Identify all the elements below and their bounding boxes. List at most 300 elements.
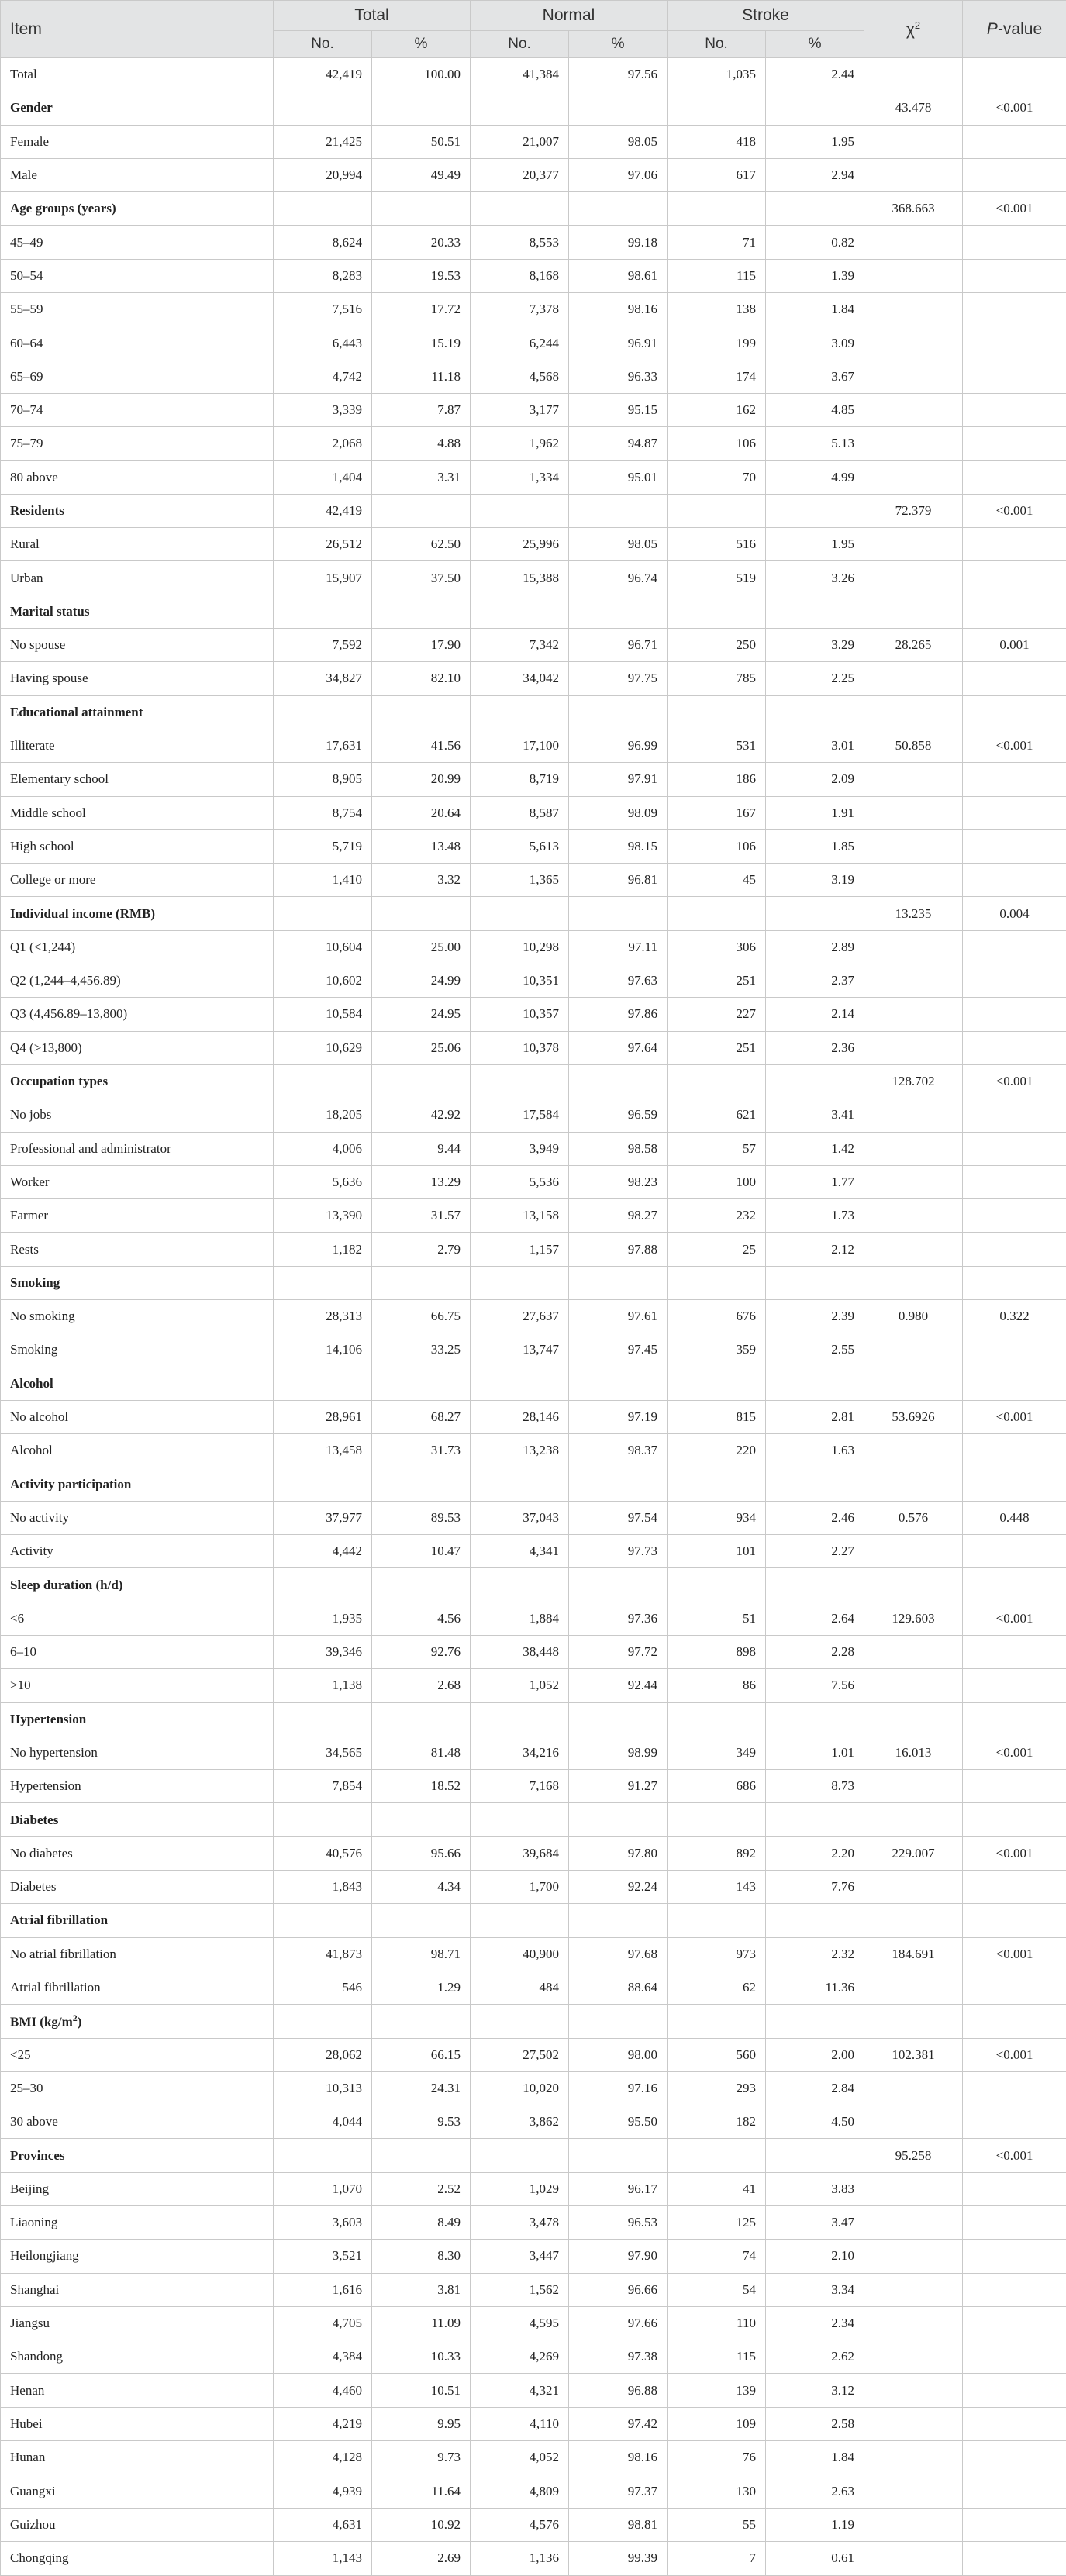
cell-normal-pct [569, 192, 668, 226]
row-label-text: Professional and administrator [10, 1140, 171, 1156]
row-label-text: Male [10, 167, 37, 183]
cell-p-value [963, 2206, 1066, 2240]
row-label-text: Guizhou [10, 2516, 56, 2532]
cell-stroke-no [668, 192, 766, 226]
header-total-pct: % [372, 31, 471, 58]
cell-normal-pct: 96.53 [569, 2206, 668, 2240]
row-label [1, 1098, 274, 1132]
cell-normal-pct: 98.05 [569, 125, 668, 158]
cell-stroke-pct: 3.47 [766, 2206, 864, 2240]
cell-chi-square [864, 1165, 963, 1198]
cell-normal-no: 5,613 [471, 829, 569, 863]
cell-total-no: 4,631 [274, 2508, 372, 2541]
cell-normal-no: 1,052 [471, 1669, 569, 1702]
row-label-text: Atrial fibrillation [10, 1980, 101, 1995]
row-label-text: College or more [10, 872, 96, 888]
table-row [1, 460, 1066, 494]
row-label-text: No activity [10, 1509, 70, 1525]
cell-stroke-pct: 7.56 [766, 1669, 864, 1702]
cell-stroke-no: 101 [668, 1535, 766, 1568]
cell-chi-square: 128.702 [864, 1064, 963, 1098]
cell-stroke-no: 934 [668, 1501, 766, 1534]
cell-chi-square: 184.691 [864, 1937, 963, 1971]
cell-stroke-no: 115 [668, 259, 766, 292]
cell-stroke-pct: 2.63 [766, 2474, 864, 2508]
cell-total-no: 3,603 [274, 2206, 372, 2240]
cell-normal-pct: 97.54 [569, 1501, 668, 1534]
row-label-text: Alcohol [10, 1443, 53, 1458]
cell-stroke-pct: 11.36 [766, 1971, 864, 2004]
cell-total-pct: 10.47 [372, 1535, 471, 1568]
row-label-text: No hypertension [10, 1744, 98, 1760]
cell-normal-no: 10,357 [471, 998, 569, 1031]
row-label-text: Elementary school [10, 771, 109, 787]
cell-stroke-pct: 2.14 [766, 998, 864, 1031]
cell-total-no: 10,584 [274, 998, 372, 1031]
cell-total-pct: 20.64 [372, 796, 471, 829]
cell-total-no: 1,410 [274, 864, 372, 897]
cell-stroke-no: 115 [668, 2340, 766, 2374]
table-row [1, 561, 1066, 595]
cell-stroke-pct [766, 1702, 864, 1736]
cell-total-no [274, 1064, 372, 1098]
cell-p-value [963, 829, 1066, 863]
cell-normal-no: 34,042 [471, 662, 569, 695]
cell-total-no: 34,565 [274, 1736, 372, 1769]
cell-p-value [963, 1669, 1066, 1702]
cell-normal-pct [569, 1904, 668, 1937]
cell-normal-no [471, 595, 569, 628]
cell-normal-no: 3,447 [471, 2240, 569, 2273]
cell-total-pct: 17.90 [372, 629, 471, 662]
cell-total-pct [372, 1064, 471, 1098]
table-row [1, 763, 1066, 796]
cell-chi-square [864, 763, 963, 796]
table-body [1, 58, 1066, 2576]
row-label-text: Hypertension [10, 1778, 81, 1794]
category-label [1, 595, 274, 628]
cell-chi-square: 95.258 [864, 2139, 963, 2172]
cell-normal-pct: 98.81 [569, 2508, 668, 2541]
cell-stroke-no: 86 [668, 1669, 766, 1702]
cell-stroke-pct: 2.37 [766, 964, 864, 998]
cell-total-no [274, 1367, 372, 1400]
cell-normal-pct: 97.11 [569, 930, 668, 964]
table-row [1, 1535, 1066, 1568]
header-normal: Normal [471, 1, 668, 31]
cell-stroke-pct: 2.44 [766, 58, 864, 91]
cell-normal-no: 17,100 [471, 729, 569, 762]
cell-total-no: 4,128 [274, 2441, 372, 2474]
cell-total-pct: 4.88 [372, 427, 471, 460]
cell-chi-square [864, 829, 963, 863]
cell-normal-pct: 96.17 [569, 2172, 668, 2205]
cell-stroke-pct: 3.29 [766, 629, 864, 662]
cell-stroke-pct: 2.55 [766, 1333, 864, 1367]
cell-p-value [963, 1904, 1066, 1937]
header-stroke-no: No. [668, 31, 766, 58]
row-label-text: 70–74 [10, 402, 43, 418]
cell-stroke-no: 162 [668, 393, 766, 426]
cell-p-value [963, 1871, 1066, 1904]
cell-stroke-pct: 2.34 [766, 2306, 864, 2340]
cell-stroke-pct: 4.99 [766, 460, 864, 494]
category-row [1, 1467, 1066, 1501]
row-label [1, 1233, 274, 1266]
cell-total-no: 5,719 [274, 829, 372, 863]
cell-normal-no: 6,244 [471, 326, 569, 360]
cell-p-value [963, 1770, 1066, 1803]
cell-chi-square [864, 864, 963, 897]
cell-normal-pct: 97.64 [569, 1031, 668, 1064]
cell-stroke-no: 71 [668, 226, 766, 259]
cell-total-no: 13,458 [274, 1434, 372, 1467]
table-row [1, 662, 1066, 695]
cell-stroke-no: 973 [668, 1937, 766, 1971]
cell-stroke-pct [766, 1367, 864, 1400]
cell-stroke-pct: 2.28 [766, 1635, 864, 1668]
cell-stroke-no: 676 [668, 1299, 766, 1333]
cell-total-pct: 100.00 [372, 58, 471, 91]
row-label [1, 293, 274, 326]
cell-p-value [963, 158, 1066, 191]
row-label [1, 2105, 274, 2139]
row-label-text: Shandong [10, 2349, 63, 2364]
cell-chi-square: 0.576 [864, 1501, 963, 1534]
row-label-text: Gender [10, 100, 53, 116]
cell-normal-pct [569, 494, 668, 527]
category-row [1, 91, 1066, 125]
cell-chi-square [864, 2541, 963, 2575]
cell-stroke-pct [766, 595, 864, 628]
row-label [1, 2508, 274, 2541]
cell-chi-square [864, 226, 963, 259]
cell-normal-pct: 98.27 [569, 1199, 668, 1233]
cell-normal-no: 4,595 [471, 2306, 569, 2340]
cell-p-value [963, 964, 1066, 998]
cell-total-pct: 11.09 [372, 2306, 471, 2340]
cell-stroke-pct: 1.95 [766, 125, 864, 158]
row-label [1, 393, 274, 426]
cell-p-value: <0.001 [963, 91, 1066, 125]
row-label [1, 1299, 274, 1333]
cell-chi-square [864, 1904, 963, 1937]
row-label [1, 2273, 274, 2306]
cell-p-value [963, 2240, 1066, 2273]
row-label-text: Henan [10, 2382, 45, 2398]
cell-normal-pct: 96.71 [569, 629, 668, 662]
cell-total-no: 2,068 [274, 427, 372, 460]
row-label-text: Activity [10, 1543, 53, 1559]
cell-p-value [963, 427, 1066, 460]
cell-normal-pct: 96.59 [569, 1098, 668, 1132]
row-label [1, 796, 274, 829]
cell-normal-no: 37,043 [471, 1501, 569, 1534]
cell-stroke-no: 106 [668, 829, 766, 863]
cell-stroke-no [668, 494, 766, 527]
cell-normal-no: 39,684 [471, 1836, 569, 1870]
category-label [1, 1367, 274, 1400]
cell-stroke-no: 418 [668, 125, 766, 158]
cell-chi-square [864, 2172, 963, 2205]
row-label [1, 1770, 274, 1803]
cell-total-pct: 41.56 [372, 729, 471, 762]
cell-normal-no: 1,029 [471, 2172, 569, 2205]
cell-normal-no: 7,168 [471, 1770, 569, 1803]
cell-stroke-pct: 3.01 [766, 729, 864, 762]
table-row [1, 1233, 1066, 1266]
cell-normal-no: 7,378 [471, 293, 569, 326]
cell-total-no: 17,631 [274, 729, 372, 762]
cell-stroke-no: 76 [668, 2441, 766, 2474]
row-label [1, 1501, 274, 1534]
cell-stroke-no: 62 [668, 1971, 766, 2004]
row-label-text: Female [10, 133, 50, 149]
cell-total-pct [372, 91, 471, 125]
cell-stroke-no: 51 [668, 1602, 766, 1635]
cell-total-pct: 2.68 [372, 1669, 471, 1702]
cell-total-no [274, 1702, 372, 1736]
table-row [1, 864, 1066, 897]
row-label [1, 1535, 274, 1568]
cell-stroke-no [668, 695, 766, 729]
cell-stroke-pct: 1.19 [766, 2508, 864, 2541]
cell-p-value [963, 528, 1066, 561]
cell-total-pct: 25.06 [372, 1031, 471, 1064]
category-row [1, 1266, 1066, 1299]
cell-stroke-pct: 2.89 [766, 930, 864, 964]
table-row [1, 1770, 1066, 1803]
category-label [1, 1266, 274, 1299]
cell-normal-pct: 88.64 [569, 1971, 668, 2004]
cell-p-value: 0.004 [963, 897, 1066, 930]
cell-total-no [274, 695, 372, 729]
cell-normal-no [471, 1803, 569, 1836]
cell-chi-square [864, 460, 963, 494]
cell-normal-pct: 97.86 [569, 998, 668, 1031]
cell-stroke-no: 898 [668, 1635, 766, 1668]
cell-total-no: 28,961 [274, 1400, 372, 1433]
cell-stroke-no: 100 [668, 1165, 766, 1198]
cell-total-no: 10,629 [274, 1031, 372, 1064]
row-label [1, 2441, 274, 2474]
cell-stroke-no: 45 [668, 864, 766, 897]
row-label-text: No spouse [10, 637, 66, 653]
cell-chi-square [864, 2508, 963, 2541]
cell-stroke-pct: 1.42 [766, 1132, 864, 1165]
cell-normal-no: 4,321 [471, 2374, 569, 2407]
cell-stroke-no: 186 [668, 763, 766, 796]
cell-p-value [963, 1367, 1066, 1400]
cell-normal-no: 1,365 [471, 864, 569, 897]
cell-stroke-pct: 1.73 [766, 1199, 864, 1233]
category-row [1, 897, 1066, 930]
cell-stroke-no: 109 [668, 2407, 766, 2440]
row-label [1, 460, 274, 494]
cell-total-pct: 1.29 [372, 1971, 471, 2004]
cell-total-pct: 3.31 [372, 460, 471, 494]
table-row [1, 829, 1066, 863]
header-normal-no: No. [471, 31, 569, 58]
table-row [1, 1434, 1066, 1467]
cell-total-pct: 18.52 [372, 1770, 471, 1803]
cell-p-value: <0.001 [963, 1400, 1066, 1433]
cell-total-no: 546 [274, 1971, 372, 2004]
table-row [1, 2508, 1066, 2541]
cell-p-value [963, 561, 1066, 595]
cell-chi-square [864, 2340, 963, 2374]
cell-p-value [963, 2306, 1066, 2340]
cell-chi-square [864, 2273, 963, 2306]
table-row [1, 964, 1066, 998]
row-label [1, 1971, 274, 2004]
cell-total-no: 7,854 [274, 1770, 372, 1803]
cell-normal-no: 4,809 [471, 2474, 569, 2508]
cell-stroke-no: 227 [668, 998, 766, 1031]
cell-total-pct: 25.00 [372, 930, 471, 964]
row-label-text: 80 above [10, 469, 58, 485]
table-row [1, 326, 1066, 360]
cell-p-value: 0.322 [963, 1299, 1066, 1333]
table-row [1, 259, 1066, 292]
row-label [1, 2474, 274, 2508]
cell-stroke-pct: 1.01 [766, 1736, 864, 1769]
cell-stroke-pct: 1.95 [766, 528, 864, 561]
cell-stroke-no: 519 [668, 561, 766, 595]
cell-stroke-no: 617 [668, 158, 766, 191]
cell-normal-no: 4,341 [471, 1535, 569, 1568]
chi-superscript: 2 [914, 19, 921, 31]
p-letter: P [986, 19, 998, 38]
category-label [1, 2139, 274, 2172]
cell-total-pct [372, 1568, 471, 1602]
cell-total-pct: 2.69 [372, 2541, 471, 2575]
cell-stroke-no [668, 1904, 766, 1937]
cell-total-pct: 24.99 [372, 964, 471, 998]
cell-p-value: <0.001 [963, 1937, 1066, 1971]
cell-normal-pct: 97.66 [569, 2306, 668, 2340]
cell-normal-no: 8,168 [471, 259, 569, 292]
cell-chi-square [864, 2374, 963, 2407]
cell-p-value [963, 2508, 1066, 2541]
row-label-text: No atrial fibrillation [10, 1946, 116, 1961]
cell-normal-pct: 97.73 [569, 1535, 668, 1568]
cell-normal-no: 8,553 [471, 226, 569, 259]
cell-chi-square: 229.007 [864, 1836, 963, 1870]
row-label-text: Having spouse [10, 671, 88, 686]
row-label-suffix: ) [77, 2014, 82, 2029]
cell-stroke-no [668, 91, 766, 125]
cell-normal-pct: 97.80 [569, 1836, 668, 1870]
table-row [1, 1971, 1066, 2004]
category-label [1, 192, 274, 226]
cell-p-value [963, 259, 1066, 292]
table-row [1, 360, 1066, 393]
cell-total-pct: 95.66 [372, 1836, 471, 1870]
header-normal-pct: % [569, 31, 668, 58]
row-label [1, 2240, 274, 2273]
cell-total-no: 1,616 [274, 2273, 372, 2306]
row-label [1, 1736, 274, 1769]
cell-p-value [963, 1031, 1066, 1064]
cell-total-no: 3,339 [274, 393, 372, 426]
cell-total-no: 4,460 [274, 2374, 372, 2407]
cell-total-pct: 49.49 [372, 158, 471, 191]
table-row [1, 930, 1066, 964]
cell-total-no: 6,443 [274, 326, 372, 360]
cell-total-no: 7,516 [274, 293, 372, 326]
cell-stroke-pct: 2.64 [766, 1602, 864, 1635]
cell-chi-square [864, 1803, 963, 1836]
cell-p-value [963, 226, 1066, 259]
cell-total-pct: 82.10 [372, 662, 471, 695]
table-row [1, 2172, 1066, 2205]
row-label-text: Hubei [10, 2416, 43, 2431]
cell-chi-square [864, 259, 963, 292]
row-label-text: Provinces [10, 2147, 65, 2163]
cell-normal-no: 8,719 [471, 763, 569, 796]
cell-total-pct: 11.64 [372, 2474, 471, 2508]
cell-stroke-no: 138 [668, 293, 766, 326]
cell-normal-no [471, 1702, 569, 1736]
table-row [1, 158, 1066, 191]
cell-chi-square: 129.603 [864, 1602, 963, 1635]
row-label [1, 1031, 274, 1064]
cell-stroke-pct: 2.09 [766, 763, 864, 796]
cell-normal-pct [569, 2005, 668, 2038]
cell-normal-no [471, 897, 569, 930]
row-label-text: Occupation types [10, 1074, 109, 1089]
row-label [1, 2172, 274, 2205]
table-row [1, 2441, 1066, 2474]
cell-total-no: 4,384 [274, 2340, 372, 2374]
row-label-superscript: 2 [72, 2012, 78, 2024]
cell-normal-pct: 97.06 [569, 158, 668, 191]
cell-normal-no [471, 1266, 569, 1299]
cell-normal-pct [569, 1467, 668, 1501]
cell-p-value [963, 763, 1066, 796]
row-label-text: Rural [10, 536, 40, 552]
chi-symbol: χ [906, 20, 915, 39]
cell-total-pct: 13.29 [372, 1165, 471, 1198]
cell-stroke-pct [766, 91, 864, 125]
cell-chi-square [864, 427, 963, 460]
cell-stroke-pct: 2.25 [766, 662, 864, 695]
cell-normal-pct [569, 1266, 668, 1299]
cell-stroke-no [668, 1064, 766, 1098]
cell-total-pct: 20.99 [372, 763, 471, 796]
cell-normal-pct: 97.37 [569, 2474, 668, 2508]
cell-total-no: 8,283 [274, 259, 372, 292]
cell-normal-no: 3,949 [471, 1132, 569, 1165]
cell-stroke-no: 143 [668, 1871, 766, 1904]
cell-normal-pct [569, 2139, 668, 2172]
row-label [1, 360, 274, 393]
cell-normal-pct: 97.72 [569, 1635, 668, 1668]
cell-p-value [963, 326, 1066, 360]
cell-chi-square [864, 1635, 963, 1668]
cell-p-value [963, 595, 1066, 628]
cell-chi-square [864, 998, 963, 1031]
cell-chi-square: 53.6926 [864, 1400, 963, 1433]
table-row [1, 796, 1066, 829]
cell-total-pct: 19.53 [372, 259, 471, 292]
row-label [1, 629, 274, 662]
category-row [1, 1064, 1066, 1098]
table-row [1, 1098, 1066, 1132]
row-label [1, 2206, 274, 2240]
cell-p-value [963, 796, 1066, 829]
